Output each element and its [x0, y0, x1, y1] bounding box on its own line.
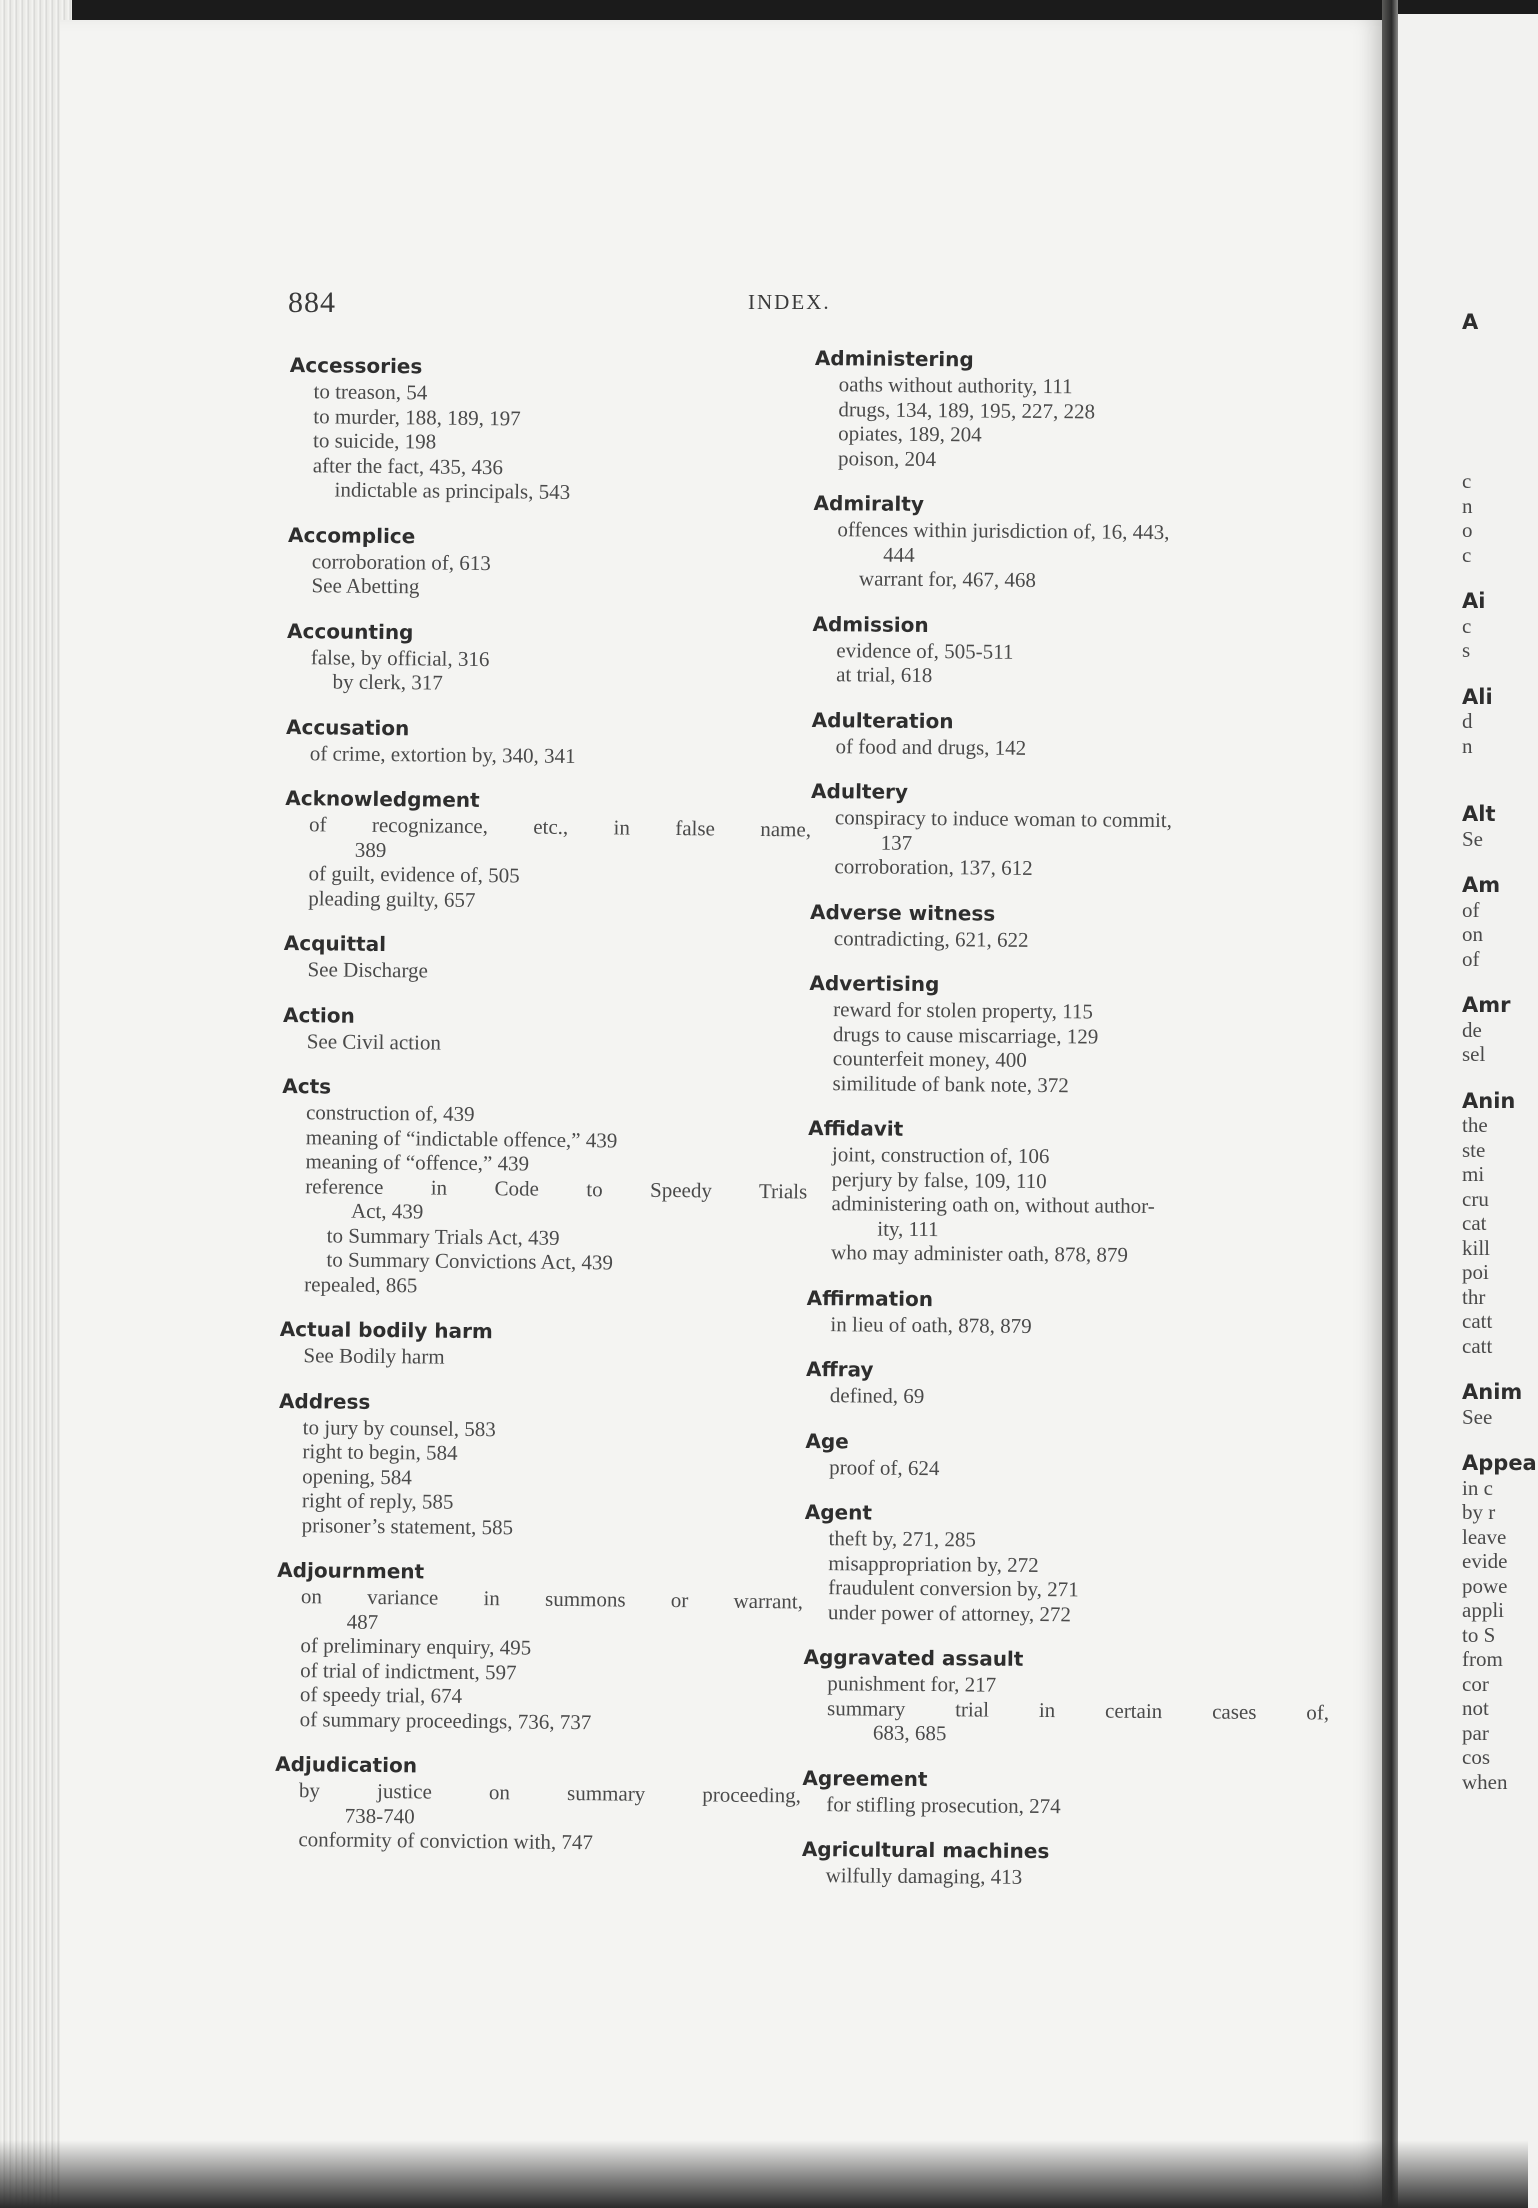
index-subentry: misappropriation by, 272	[828, 1550, 1039, 1577]
index-column-middle	[801, 345, 1345, 1912]
cutoff-line-fragment: cru	[1462, 1186, 1489, 1211]
index-entry	[810, 778, 1341, 883]
cutoff-line-fragment: catt	[1462, 1309, 1493, 1333]
index-entry	[288, 352, 820, 507]
index-entry	[283, 1001, 814, 1058]
cutoff-line-fragment: powe	[1462, 1573, 1508, 1598]
index-term: Accusation	[285, 714, 410, 740]
index-subentry: drugs, 134, 189, 195, 227, 228	[838, 396, 1096, 423]
cutoff-line-fragment: de	[1462, 1017, 1482, 1042]
index-term: Acknowledgment	[285, 785, 480, 813]
index-subentry: of food and drugs, 142	[835, 733, 1027, 760]
index-entry	[283, 930, 814, 987]
cutoff-term-fragment: Amr	[1462, 993, 1511, 1017]
index-entry	[274, 1751, 805, 1857]
index-entry	[805, 1427, 1335, 1483]
cutoff-line-fragment: cos	[1462, 1745, 1490, 1769]
index-subentry: for stifling prosecution, 274	[826, 1791, 1061, 1818]
cutoff-term-fragment: Am	[1462, 873, 1501, 897]
index-subentry: perjury by false, 109, 110	[831, 1166, 1047, 1193]
index-entry	[814, 345, 1345, 475]
index-entry	[279, 1316, 810, 1373]
index-term: Accessories	[289, 352, 423, 379]
index-subentry: ity, 111	[877, 1216, 939, 1241]
index-subentry: reference in Code to Speedy Trials	[305, 1173, 808, 1203]
index-term: Accounting	[286, 618, 414, 644]
index-subentry: See Abetting	[311, 573, 420, 599]
index-term: Admiralty	[813, 490, 925, 516]
index-subentry: pleading guilty, 657	[308, 885, 476, 912]
index-subentry: opening, 584	[302, 1463, 413, 1489]
index-subentry: of summary proceedings, 736, 737	[299, 1706, 592, 1734]
book-gutter	[1382, 0, 1398, 2208]
index-entry	[806, 1284, 1336, 1340]
index-subentry: drugs to cause miscarriage, 129	[832, 1021, 1099, 1048]
index-subentry: poison, 204	[837, 445, 937, 471]
bottom-shadow	[0, 2140, 1528, 2208]
index-subentry: evidence of, 505-511	[836, 637, 1014, 664]
cutoff-line-fragment: cat	[1462, 1211, 1487, 1235]
index-subentry: defined, 69	[829, 1383, 925, 1408]
cutoff-line-fragment: s	[1462, 638, 1471, 662]
index-subentry: counterfeit money, 400	[832, 1046, 1027, 1072]
index-subentry: See Bodily harm	[303, 1343, 445, 1369]
index-subentry: of crime, extortion by, 340, 341	[309, 740, 576, 768]
index-subentry: 487	[346, 1609, 379, 1634]
index-entry	[808, 970, 1339, 1100]
index-entry	[802, 1836, 1332, 1892]
cutoff-line-fragment: not	[1462, 1696, 1489, 1720]
cutoff-line-fragment: par	[1462, 1720, 1489, 1745]
index-subentry: warrant for, 467, 468	[858, 566, 1037, 592]
index-entry	[802, 1764, 1332, 1820]
index-subentry: to Summary Trials Act, 439	[326, 1222, 560, 1250]
index-subentry: summary trial in certain cases of,	[827, 1695, 1330, 1725]
cutoff-line-fragment: n	[1462, 733, 1473, 758]
index-subentry: opiates, 189, 204	[838, 421, 982, 447]
index-subentry: corroboration of, 613	[311, 548, 491, 575]
index-subentry: of speedy trial, 674	[299, 1682, 463, 1708]
index-column-left	[274, 352, 820, 1877]
index-subentry: of guilt, evidence of, 505	[308, 861, 520, 888]
index-subentry: who may administer oath, 878, 879	[830, 1240, 1129, 1267]
index-term: Adverse witness	[809, 899, 996, 926]
index-subentry: after the fact, 435, 436	[312, 452, 504, 479]
index-column-right-cutoff	[1462, 310, 1537, 1794]
index-subentry: under power of attorney, 272	[827, 1599, 1072, 1626]
index-subentry: to suicide, 198	[312, 428, 437, 454]
index-subentry: indictable as principals, 543	[334, 477, 571, 504]
index-subentry: to murder, 188, 189, 197	[313, 403, 521, 430]
index-subentry: conspiracy to induce woman to commit,	[834, 805, 1173, 833]
index-entry	[284, 785, 815, 916]
cutoff-line-fragment: in c	[1462, 1475, 1493, 1500]
cutoff-line-fragment: o	[1462, 518, 1473, 542]
index-entry	[286, 713, 817, 770]
index-term: Adjournment	[277, 1557, 425, 1584]
index-term: Adjudication	[275, 1751, 418, 1778]
page-number: 884	[288, 286, 336, 319]
index-entry	[807, 1115, 1338, 1269]
index-entry	[810, 898, 1340, 954]
cutoff-line-fragment: d	[1462, 709, 1473, 733]
index-term: Age	[805, 1428, 849, 1453]
index-subentry: construction of, 439	[305, 1100, 475, 1126]
cutoff-line-fragment: kill	[1462, 1235, 1491, 1260]
cutoff-line-fragment: of	[1462, 897, 1480, 922]
index-subentry: 738-740	[344, 1803, 415, 1828]
cutoff-term-fragment: Appea	[1462, 1451, 1537, 1475]
index-entry	[803, 1644, 1334, 1749]
index-term: Advertising	[809, 970, 940, 997]
cutoff-term-fragment: Ai	[1462, 589, 1486, 613]
cutoff-line-fragment: leave	[1462, 1524, 1507, 1549]
cutoff-line-fragment: to S	[1462, 1622, 1496, 1647]
cutoff-line-fragment: Se	[1462, 826, 1483, 851]
index-subentry: meaning of “indictable offence,” 439	[305, 1124, 618, 1152]
index-entry	[276, 1557, 808, 1737]
cutoff-line-fragment: appli	[1462, 1598, 1504, 1622]
index-term: Affray	[805, 1356, 874, 1382]
index-term: Agreement	[802, 1765, 928, 1791]
index-subentry: See Discharge	[307, 957, 428, 983]
index-term: Administering	[814, 345, 974, 372]
cutoff-line-fragment: thr	[1462, 1284, 1486, 1309]
index-subentry: fraudulent conversion by, 271	[828, 1575, 1079, 1602]
index-term: Adultery	[811, 778, 909, 804]
index-subentry: oaths without authority, 111	[838, 372, 1073, 399]
index-subentry: false, by official, 316	[310, 644, 490, 671]
index-term: Acts	[282, 1073, 332, 1099]
index-term: Adulteration	[811, 707, 954, 733]
index-term: Affirmation	[806, 1285, 934, 1311]
index-entry	[806, 1356, 1336, 1412]
index-subentry: on variance in summons or warrant,	[300, 1584, 804, 1614]
index-subentry: 444	[883, 542, 915, 567]
index-subentry: wilfully damaging, 413	[825, 1863, 1023, 1889]
index-term: Affidavit	[808, 1115, 904, 1141]
index-subentry: of preliminary enquiry, 495	[300, 1633, 532, 1660]
running-head: INDEX.	[748, 290, 831, 314]
cutoff-term-fragment: Alt	[1462, 802, 1496, 826]
index-subentry: meaning of “offence,” 439	[305, 1149, 530, 1176]
index-subentry: Act, 439	[350, 1198, 424, 1224]
index-entry	[278, 1387, 810, 1542]
index-subentry: reward for stolen property, 115	[833, 997, 1094, 1024]
index-entry	[286, 617, 817, 699]
index-subentry: administering oath on, without author-	[831, 1191, 1155, 1218]
index-subentry: right to begin, 584	[302, 1439, 458, 1465]
cutoff-line-fragment: c	[1462, 469, 1472, 493]
cutoff-line-fragment: n	[1462, 493, 1473, 518]
index-term: Agricultural machines	[801, 1836, 1050, 1864]
cutoff-line-fragment: from	[1462, 1647, 1503, 1671]
cutoff-line-fragment: c	[1462, 613, 1472, 638]
index-subentry: by clerk, 317	[332, 669, 443, 695]
index-subentry: corroboration, 137, 612	[834, 854, 1033, 880]
index-subentry: to jury by counsel, 583	[302, 1414, 496, 1441]
index-term: Admission	[812, 611, 929, 637]
cutoff-line-fragment: the	[1462, 1113, 1488, 1137]
cutoff-line-fragment: sel	[1462, 1042, 1486, 1066]
index-subentry: joint, construction of, 106	[831, 1142, 1050, 1169]
cutoff-line-fragment: of	[1462, 946, 1480, 971]
index-entry	[812, 610, 1343, 691]
index-term: Address	[278, 1388, 371, 1414]
index-term: Acquittal	[283, 930, 387, 957]
index-subentry: to Summary Convictions Act, 439	[326, 1247, 614, 1275]
cutoff-line-fragment: See	[1462, 1404, 1493, 1429]
index-subentry: 389	[354, 837, 387, 862]
index-entry	[280, 1073, 812, 1302]
cutoff-term-fragment: Anin	[1462, 1088, 1516, 1113]
index-subentry: 683, 685	[872, 1720, 947, 1746]
cutoff-line-fragment: poi	[1462, 1260, 1489, 1284]
cutoff-line-fragment: when	[1462, 1769, 1508, 1794]
cutoff-line-fragment: mi	[1462, 1162, 1485, 1186]
index-subentry: by justice on summary proceeding,	[298, 1778, 802, 1808]
index-subentry: to treason, 54	[313, 379, 428, 405]
index-subentry: 137	[880, 830, 913, 855]
index-subentry: contradicting, 621, 622	[833, 925, 1029, 952]
index-entry	[813, 490, 1344, 595]
index-subentry: proof of, 624	[829, 1454, 940, 1480]
index-entry	[811, 706, 1341, 762]
cutoff-line-fragment: ste	[1462, 1137, 1486, 1162]
index-subentry: at trial, 618	[836, 662, 933, 688]
index-subentry: similitude of bank note, 372	[832, 1070, 1069, 1097]
index-subentry: right of reply, 585	[301, 1488, 454, 1514]
cutoff-line-fragment: cor	[1462, 1671, 1489, 1696]
index-term: Accomplice	[287, 522, 416, 548]
cutoff-term-fragment: Anim	[1462, 1380, 1523, 1404]
cutoff-term-fragment: A	[1462, 310, 1479, 334]
index-subentry: punishment for, 217	[827, 1671, 997, 1697]
cutoff-line-fragment: on	[1462, 922, 1483, 946]
index-term: Aggravated assault	[803, 1644, 1024, 1671]
index-entry	[804, 1499, 1335, 1629]
index-subentry: See Civil action	[306, 1028, 442, 1055]
cutoff-line-fragment	[1462, 445, 1532, 470]
cutoff-line-fragment: c	[1462, 542, 1472, 567]
index-subentry: conformity of conviction with, 747	[298, 1827, 594, 1855]
cutoff-term-fragment: Ali	[1462, 684, 1493, 709]
cutoff-line-fragment: by r	[1462, 1500, 1496, 1524]
index-subentry: repealed, 865	[304, 1271, 418, 1297]
index-subentry: prisoner’s statement, 585	[301, 1512, 514, 1539]
index-term: Action	[282, 1002, 355, 1028]
index-term: Agent	[804, 1499, 873, 1525]
index-subentry: of trial of indictment, 597	[300, 1657, 517, 1684]
cutoff-line-fragment: evide	[1462, 1549, 1508, 1573]
cutoff-line-fragment: catt	[1462, 1333, 1493, 1358]
index-subentry: theft by, 271, 285	[828, 1526, 977, 1552]
index-subentry: of recognizance, etc., in false name,	[308, 812, 812, 842]
index-entry	[287, 521, 818, 603]
index-term: Actual bodily harm	[279, 1316, 493, 1344]
index-subentry: in lieu of oath, 878, 879	[830, 1311, 1032, 1338]
index-subentry: offences within jurisdiction of, 16, 443,	[837, 517, 1170, 545]
